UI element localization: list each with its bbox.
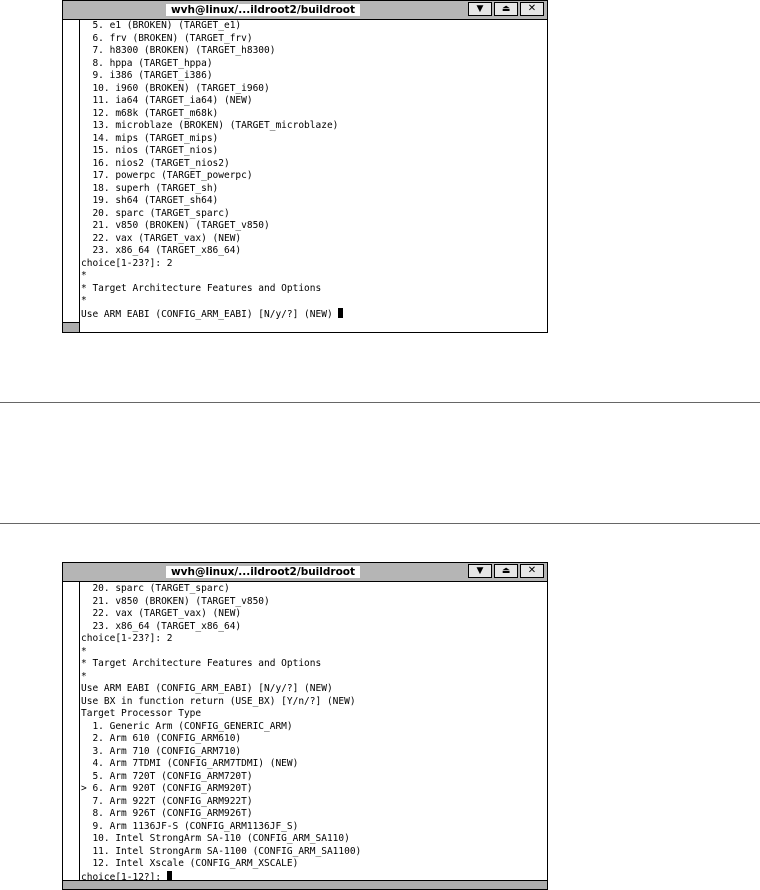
scrollbar[interactable] [63,20,80,332]
title-bar[interactable] [63,563,547,582]
terminal-line: 22. vax (TARGET_vax) (NEW) [81,608,242,619]
terminal-line: 15. nios (TARGET_nios) [81,145,219,156]
terminal-line: Use BX in function return (USE_BX) [Y/n/?] (NEW) [81,695,356,707]
terminal-line: 8. Arm 926T (CONFIG_ARM926T) [81,808,253,819]
window-title: wvh@linux/...ildroot2/buildroot [63,563,463,581]
terminal-line: 9. i386 (TARGET_i386) [81,70,213,81]
terminal-line: 9. Arm 1136JF-S (CONFIG_ARM1136JF_S) [81,820,299,832]
maximize-button[interactable] [494,564,518,578]
minimize-button[interactable] [468,2,492,16]
resize-grip[interactable] [63,880,547,889]
terminal-line: 5. Arm 720T (CONFIG_ARM720T) [81,770,253,782]
text-cursor [338,308,343,318]
window-title: wvh@linux/...ildroot2/buildroot [63,1,463,19]
terminal-output[interactable] [81,582,545,880]
terminal-line: * [81,645,87,657]
chevron-down-icon: ▼ [476,3,484,14]
text-cursor [167,871,172,881]
prompt-text: Use ARM EABI (CONFIG_ARM_EABI) [N/y/?] (NEW) [81,308,339,320]
terminal-line: * Target Architecture Features and Options [81,658,322,669]
terminal-line: choice[1-23?]: 2 [81,257,173,269]
terminal-line: 8. hppa (TARGET_hppa) [81,57,213,69]
chevron-down-icon: ▼ [476,565,484,576]
maximize-icon: ⏏ [501,3,511,14]
terminal-line: choice[1-23?]: 2 [81,633,173,644]
terminal-line: 3. Arm 710 (CONFIG_ARM710) [81,745,242,757]
prompt-text: choice[1-12?]: [81,871,167,880]
title-bar[interactable] [63,1,547,20]
terminal-line: 23. x86_64 (TARGET_x86_64) [81,245,242,256]
terminal-line: Target Processor Type [81,708,202,719]
terminal-line: 1. Generic Arm (CONFIG_GENERIC_ARM) [81,720,293,732]
terminal-line: > 6. Arm 920T (CONFIG_ARM920T) [81,783,253,794]
terminal-line: 10. i960 (BROKEN) (TARGET_i960) [81,82,270,94]
terminal-line: * Target Architecture Features and Options [81,282,322,294]
terminal-prompt-line[interactable] [81,871,545,881]
maximize-icon: ⏏ [501,565,511,576]
terminal-line: 12. m68k (TARGET_m68k) [81,107,219,119]
terminal-line: 11. ia64 (TARGET_ia64) (NEW) [81,95,253,106]
terminal-window-top [62,0,548,333]
terminal-line: 21. v850 (BROKEN) (TARGET_v850) [81,220,270,231]
divider [0,402,760,403]
terminal-line: 20. sparc (TARGET_sparc) [81,583,230,594]
close-icon: ✕ [527,3,537,14]
minimize-button[interactable] [468,564,492,578]
terminal-line: 5. e1 (BROKEN) (TARGET_e1) [81,20,242,31]
maximize-button[interactable] [494,2,518,16]
close-button[interactable] [520,2,544,16]
terminal-line: 13. microblaze (BROKEN) (TARGET_microblaze) [81,120,339,131]
terminal-line: 19. sh64 (TARGET_sh64) [81,195,219,206]
terminal-line: 14. mips (TARGET_mips) [81,132,219,144]
terminal-line: 2. Arm 610 (CONFIG_ARM610) [81,733,242,744]
terminal-prompt-line[interactable] [81,308,545,321]
terminal-line: * [81,295,87,306]
resize-grip[interactable] [63,322,79,332]
terminal-output[interactable] [81,20,545,332]
scrollbar[interactable] [63,582,80,889]
close-button[interactable] [520,564,544,578]
terminal-window-bottom [62,562,548,890]
terminal-line: 20. sparc (TARGET_sparc) [81,207,230,219]
terminal-line: 17. powerpc (TARGET_powerpc) [81,170,253,181]
terminal-line: 18. superh (TARGET_sh) [81,182,219,194]
terminal-line: * [81,270,87,281]
terminal-line: 7. Arm 922T (CONFIG_ARM922T) [81,795,253,807]
terminal-line: 22. vax (TARGET_vax) (NEW) [81,232,242,244]
terminal-line: 23. x86_64 (TARGET_x86_64) [81,620,242,632]
terminal-line: 4. Arm 7TDMI (CONFIG_ARM7TDMI) (NEW) [81,758,299,769]
terminal-line: 12. Intel Xscale (CONFIG_ARM_XSCALE) [81,858,299,869]
terminal-line: Use ARM EABI (CONFIG_ARM_EABI) [N/y/?] (NEW) [81,683,333,694]
divider [0,523,760,524]
terminal-line: 7. h8300 (BROKEN) (TARGET_h8300) [81,45,276,56]
terminal-line: * [81,670,87,682]
terminal-line: 11. Intel StrongArm SA-1100 (CONFIG_ARM_SA1100) [81,845,362,857]
terminal-line: 16. nios2 (TARGET_nios2) [81,157,230,169]
terminal-line: 10. Intel StrongArm SA-110 (CONFIG_ARM_SA110) [81,833,350,844]
terminal-line: 21. v850 (BROKEN) (TARGET_v850) [81,595,270,607]
close-icon: ✕ [527,565,537,576]
terminal-line: 6. frv (BROKEN) (TARGET_frv) [81,32,253,44]
